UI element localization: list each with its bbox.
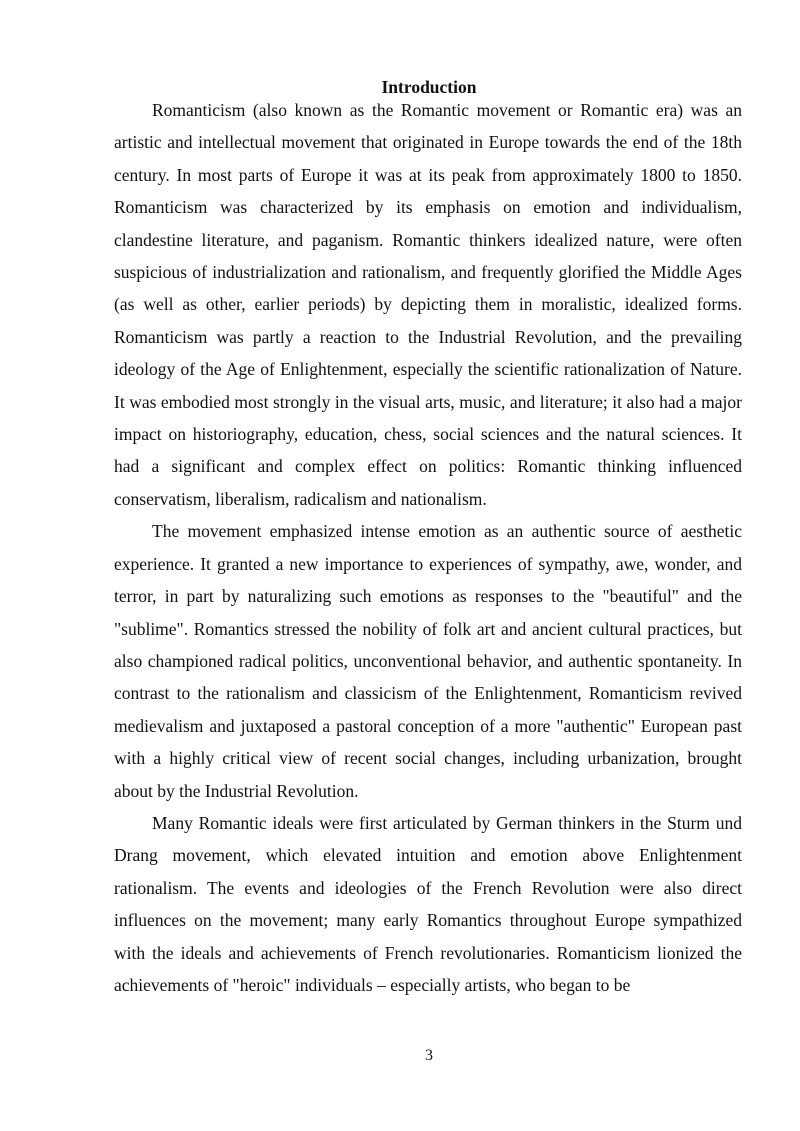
paragraph-3: Many Romantic ideals were first articulated by German thinkers in the Sturm und Drang movement, which elevated intuition and emotion above Enlightenment rationalism. The events and ideologies of the French Revolution were also direct influences on the movement; many early Romantics throughout Europe sympathized with the ideals and achievements of French revolutionaries. Romanticism lionized the achievements of "heroic" individuals – especially artists, who began to be <box>114 812 742 995</box>
page-number: 3 <box>425 1047 433 1064</box>
paragraph-1: Romanticism (also known as the Romantic movement or Romantic era) was an artistic and intellectual movement that originated in Europe towards the end of the 18th century. In most parts of Europe it was at its peak from approximately 1800 to 1850. Romanticism was characterized by its emphasis on emotion and individualism, clandestine literature, and paganism. Romantic thinkers idealized nature, were often suspicious of industrialization and rationalism, and frequently glorified the Middle Ages (as well as other, earlier periods) by depicting them in moralistic, idealized forms. Romanticism was partly a reaction to the Industrial Revolution, and the prevailing ideology of the Age of Enlightenment, especially the scientific rationalization of Nature. It was embodied most strongly in the visual arts, music, and literature; it also had a major impact on historiography, education, chess, social sciences and the natural sciences. It had a significant and complex effect on politics: Romantic thinking influenced conservatism, liberalism, radicalism and nationalism. <box>114 100 742 509</box>
body-text <box>114 94 742 1001</box>
page-title: Introduction <box>381 77 477 97</box>
paragraph-2: The movement emphasized intense emotion as an authentic source of aesthetic experience. It granted a new importance to experiences of sympathy, awe, wonder, and terror, in part by naturalizing such emotions as responses to the "beautiful" and the "sublime". Romantics stressed the nobility of folk art and ancient cultural practices, but also championed radical politics, unconventional behavior, and authentic spontaneity. In contrast to the rationalism and classicism of the Enlightenment, Romanticism revived medievalism and juxtaposed a pastoral conception of a more "authentic" European past with a highly critical view of recent social changes, including urbanization, brought about by the Industrial Revolution. <box>114 521 742 801</box>
